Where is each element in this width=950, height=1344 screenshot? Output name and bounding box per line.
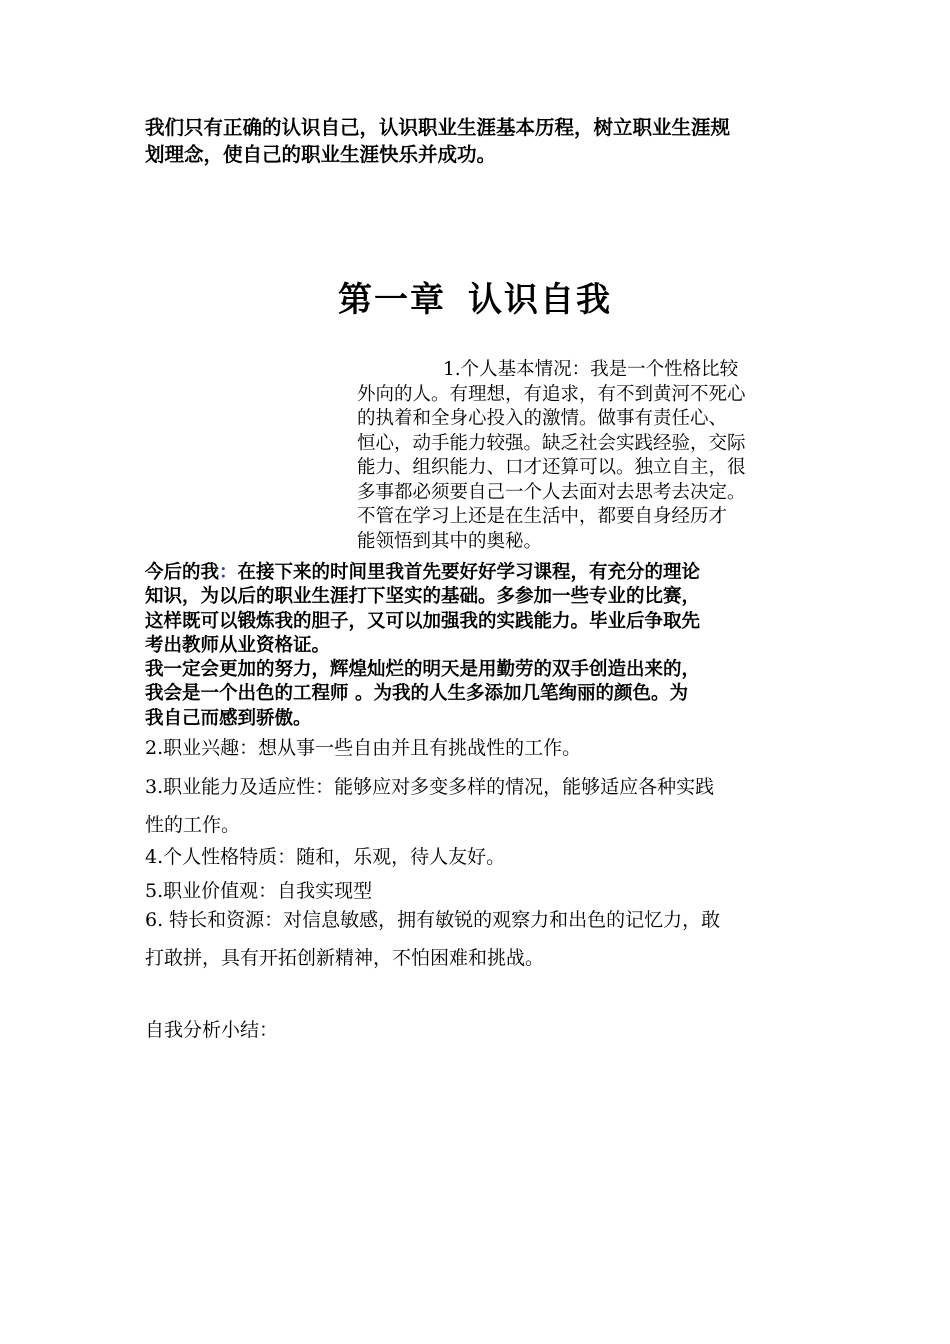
intro-line-1: 我们只有正确的认识自己，认识职业生涯基本历程，树立职业生涯规 — [145, 116, 731, 139]
future-line-1-text: 在接下来的时间里我首先要好好学习课程，有充分的理论 — [237, 562, 701, 583]
basic-info-line: 能力、组织能力、口才还算可以。独立自主，很 — [357, 457, 746, 478]
basic-info-line: 的执着和全身心投入的激情。做事有责任心、 — [357, 408, 728, 429]
future-label: 今后的我 — [145, 562, 220, 583]
basic-info-line: 1.个人基本情况：我是一个性格比较 — [443, 359, 739, 380]
future-line: 我会是一个出色的工程师 。为我的人生多添加几笔绚丽的颜色。为 — [145, 683, 688, 705]
basic-info-line: 外向的人。有理想，有追求，有不到黄河不死心 — [357, 383, 746, 405]
item-ability-line-2: 性的工作。 — [145, 814, 241, 836]
future-line: 知识，为以后的职业生涯打下坚实的基础。多参加一些专业的比赛， — [145, 586, 701, 608]
basic-info-line: 多事都必须要自己一个人去面对去思考去决定。 — [357, 481, 746, 503]
item-strengths-line-2: 打敢拼，具有开拓创新精神，不怕困难和挑战。 — [145, 947, 545, 969]
summary-label-text: 自我分析小结： — [145, 1019, 279, 1041]
basic-info-line: 不管在学习上还是在生活中，都要自身经历才 — [357, 506, 728, 527]
intro-paragraph — [145, 114, 810, 168]
summary-label — [145, 1015, 810, 1042]
item-strengths — [145, 901, 810, 977]
basic-info-paragraph — [357, 358, 817, 554]
item-personality-text: 4.个人性格特质：随和，乐观，待人友好。 — [145, 846, 506, 868]
future-colon: ： — [219, 562, 238, 583]
item-interest — [145, 735, 810, 761]
future-paragraph — [145, 561, 810, 731]
chapter-title-number: 第一章 — [338, 280, 446, 320]
item-ability — [145, 768, 810, 844]
basic-info-line: 恒心，动手能力较强。缺乏社会实践经验，交际 — [357, 432, 746, 454]
future-line: 我一定会更加的努力，辉煌灿烂的明天是用勤劳的双手创造出来的， — [145, 659, 701, 681]
item-personality — [145, 843, 810, 871]
item-values-text: 5.职业价值观：自我实现型 — [145, 880, 373, 902]
intro-line-2: 划理念，使自己的职业生涯快乐并成功。 — [145, 143, 497, 166]
item-interest-text: 2.职业兴趣：想从事一些自由并且有挑战性的工作。 — [145, 737, 582, 759]
future-line: 这样既可以锻炼我的胆子，又可以加强我的实践能力。毕业后争取先 — [145, 610, 701, 632]
basic-info-line: 能领悟到其中的奥秘。 — [357, 530, 543, 552]
item-strengths-line-1: 6. 特长和资源：对信息敏感，拥有敏锐的观察力和出色的记忆力，敢 — [145, 909, 721, 931]
item-ability-line-1: 3.职业能力及适应性：能够应对多变多样的情况，能够适应各种实践 — [145, 776, 715, 798]
chapter-title — [0, 272, 950, 321]
future-line: 我自己而感到骄傲。 — [145, 707, 312, 729]
future-line: 考出教师从业资格证。 — [145, 634, 331, 656]
chapter-title-text: 认识自我 — [468, 280, 612, 320]
future-line-1 — [145, 561, 810, 585]
